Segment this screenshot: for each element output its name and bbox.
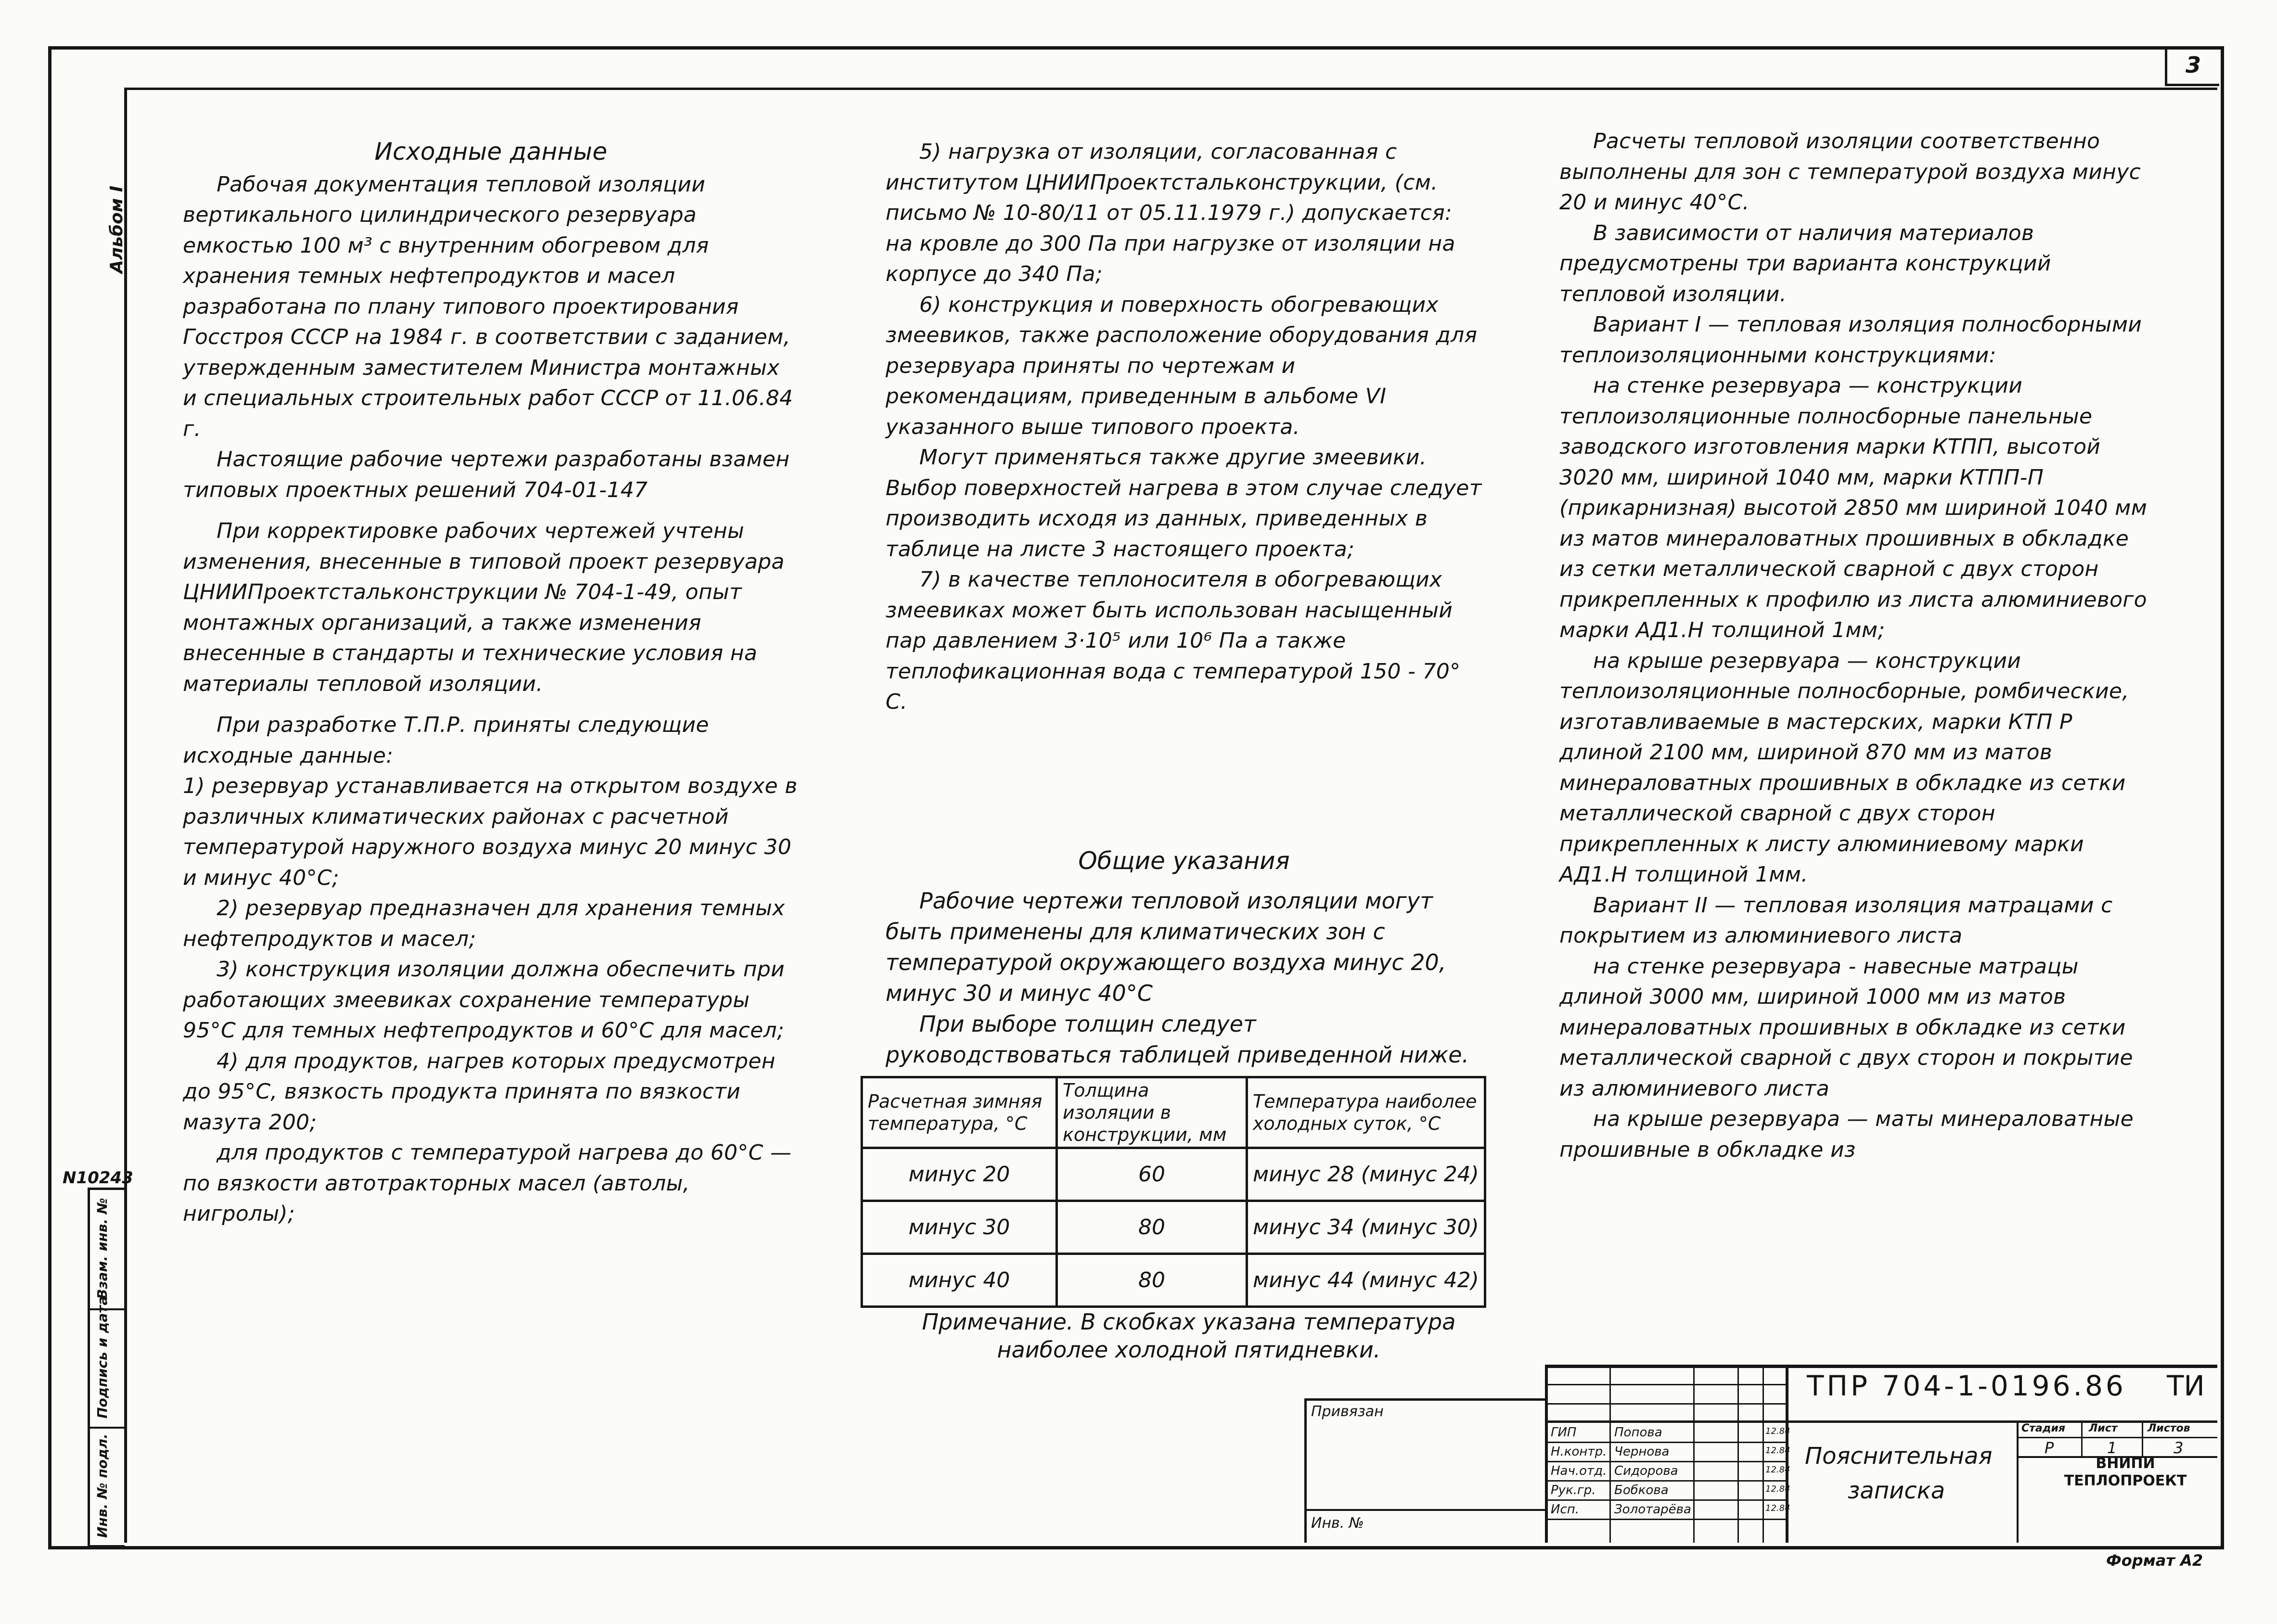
stage-header: Стадия (2021, 1422, 2066, 1434)
sheets-header: Листов (2148, 1422, 2190, 1434)
signer-role: Нач.отд. (1551, 1464, 1607, 1478)
inventory-number: N10243 (63, 1168, 133, 1188)
signer-date: 12.84 (1765, 1484, 1790, 1494)
paragraph: При разработке Т.П.Р. приняты следующие исходные данные: (183, 713, 709, 768)
paragraph: При выборе толщин следует руководствоваться таблицей приведенной ниже. (886, 1011, 1469, 1068)
table-cell: минус 30 (862, 1201, 1057, 1254)
table-header: Толщина изоляции в конструкции, мм (1057, 1077, 1247, 1148)
signer-date: 12.84 (1765, 1445, 1790, 1456)
signer-role: Исп. (1551, 1502, 1580, 1517)
list-item: 2) резервуар предназначен для хранения темных нефтепродуктов и масел; (183, 896, 785, 951)
paragraph: Настоящие рабочие чертежи разработаны взамен типовых проектных решений 704-01-147 (183, 447, 790, 502)
sheet-header: Лист (2089, 1422, 2118, 1434)
table-cell: минус 34 (минус 30) (1247, 1201, 1485, 1254)
table-header: Расчетная зимняя температура, °С (862, 1077, 1057, 1148)
paragraph: Вариант I — тепловая изоляция полносборными теплоизоляционными конструкциями: (1559, 312, 2142, 368)
table-header: Температура наиболее холодных суток, °С (1247, 1077, 1485, 1148)
paragraph: В зависимости от наличия материалов предусмотрены три варианта конструкций тепловой изоляции. (1559, 220, 2051, 307)
list-item: 5) нагрузка от изоляции, согласованная с институтом ЦНИИПроектстальконструкции, (см. письмо № 10-80/11 от 05.11.1979 г.) допускается: на кровле до 300 Па при нагрузке от изоляции на корпусе до 340 Па; (886, 140, 1455, 286)
table-cell: 60 (1057, 1148, 1247, 1201)
table-cell: 80 (1057, 1254, 1247, 1307)
general-notes (886, 885, 1482, 1070)
list-item: 4) для продуктов, нагрев которых предусмотрен до 95°С, вязкость продукта принята по вязкости мазута 200; (183, 1049, 776, 1135)
paragraph: Расчеты тепловой изоляции соответственно выполнены для зон с температурой воздуха минус 20 и минус 40°С. (1559, 129, 2141, 215)
table-cell: минус 20 (862, 1148, 1057, 1201)
album-label: Альбом I (107, 185, 127, 273)
signer-date: 12.84 (1765, 1503, 1790, 1513)
list-item: 6) конструкция и поверхность обогревающих змеевиков, также расположение оборудования для резервуара приняты по чертежам и рекомендациям, приведенным в альбоме VI указанного выше типового проекта. (886, 292, 1478, 439)
list-item: 3) конструкция изоляции должна обеспечить при работающих змеевиках сохранение температуры 95°С для темных нефтепродуктов и 60°С для масел; (183, 957, 785, 1043)
table-cell: минус 44 (минус 42) (1247, 1254, 1485, 1307)
organization: ВНИПИ ТЕПЛОПРОЕКТ (2064, 1455, 2187, 1489)
table-note: Примечание. В скобках указана температура наиболее холодной пятидневки. (922, 1309, 1456, 1363)
list-item: 7) в качестве теплоносителя в обогревающих змеевиках может быть использован насыщенный пар давлением 3·10⁵ или 10⁶ Па а также теплофикационная вода с температурой 150 - 70° С. (886, 567, 1461, 714)
paragraph: на крыше резервуара — маты минераловатные прошивные в обкладке из (1559, 1107, 2134, 1162)
paragraph: Могут применяться также другие змеевики. Выбор поверхностей нагрева в этом случае следует производить исходя из данных, приведенных в таблице на листе 3 настоящего проекта; (886, 445, 1482, 562)
signer-role: Рук.гр. (1551, 1483, 1596, 1497)
table-cell: минус 40 (862, 1254, 1057, 1307)
document-code: ТПР 704-1-0196.86 (1807, 1369, 2126, 1402)
signer-role: ГИП (1551, 1425, 1577, 1440)
paragraph: на стенке резервуара - навесные матрацы длиной 3000 мм, шириной 1000 мм из матов минераловатных прошивных в обкладке из сетки металлической сварной с двух сторон и покрытие из алюминиевого листа (1559, 954, 2133, 1101)
column-variants (1559, 126, 2156, 1165)
table-cell: 80 (1057, 1201, 1247, 1254)
format-label: Формат А2 (2106, 1551, 2203, 1570)
thickness-table (861, 1076, 1486, 1308)
paragraph: на стенке резервуара — конструкции теплоизоляционные полносборные панельные заводского изготовления марки КТПП, высотой 3020 мм, шириной 1040 мм, марки КТПП-П (прикарнизная) высотой 2850 мм шириной 1040 мм из матов минераловатных прошивных в обкладке из сетки металлической сварной с двух сторон прикрепленных к профилю из листа алюминиевого марки АД1.Н толщиной 1мм; (1559, 373, 2148, 642)
signer-date: 12.84 (1765, 1465, 1790, 1475)
signer-name: Попова (1614, 1425, 1662, 1440)
document-name: Пояснительная записка (1805, 1443, 1993, 1504)
signer-name: Бобкова (1614, 1483, 1669, 1497)
side-stamp-label: Инв. № подл. (94, 1433, 110, 1538)
signer-name: Чернова (1614, 1445, 1670, 1459)
table-row (862, 1201, 1485, 1254)
stage-value: Р (2045, 1439, 2054, 1457)
signer-name: Сидорова (1614, 1464, 1678, 1478)
signer-role: Н.контр. (1551, 1445, 1607, 1459)
document-type: ТИ (2167, 1369, 2205, 1402)
paragraph: Рабочие чертежи тепловой изоляции могут быть применены для климатических зон с температурой окружающего воздуха минус 20, минус 30 и минус 40°С (886, 888, 1446, 1006)
table-header-row (862, 1077, 1485, 1148)
list-item: 1) резервуар устанавливается на открытом воздухе в различных климатических районах с расчетной температурой наружного воздуха минус 20 минус 30 и минус 40°С; (183, 774, 798, 890)
side-stamp-label: Взам. инв. № (94, 1198, 110, 1299)
section-heading: Общие указания (1078, 847, 1290, 875)
paragraph: Вариант II — тепловая изоляция матрацами с покрытием из алюминиевого листа (1559, 893, 2113, 948)
sheet-value: 1 (2107, 1439, 2117, 1457)
table-row (862, 1148, 1485, 1201)
sheet-number: 3 (2165, 46, 2219, 86)
paragraph: на крыше резервуара — конструкции теплоизоляционные полносборные, ромбические, изготавливаемые в мастерских, марки КТП Р длиной 2100 мм, шириной 870 мм из матов минераловатных прошивных в обкладке из сетки металлической сварной с двух сторон прикрепленных к листу алюминиевому марки АД1.Н толщиной 1мм. (1559, 648, 2129, 887)
signer-name: Золотарёва (1614, 1502, 1691, 1517)
section-heading: Исходные данные (374, 138, 607, 166)
signer-date: 12.84 (1765, 1426, 1790, 1436)
side-stamp-label: Подпись и дата (94, 1296, 110, 1419)
frame-line (124, 88, 2217, 90)
bound-label: Привязан (1311, 1403, 1384, 1420)
inv-label: Инв. № (1311, 1515, 1364, 1532)
list-item: для продуктов с температурой нагрева до 60°С — по вязкости автотракторных масел (автолы, нигролы); (183, 1140, 792, 1226)
paragraph: При корректировке рабочих чертежей учтены изменения, внесенные в типовой проект резервуара ЦНИИПроектстальконструкции № 704-1-49, опыт монтажных организаций, а также изменения внесенные в стандарты и технические условия на материалы тепловой изоляции. (183, 519, 785, 696)
table-cell: минус 28 (минус 24) (1247, 1148, 1485, 1201)
paragraph: Рабочая документация тепловой изоляции вертикального цилиндрического резервуара емкостью 100 м³ с внутренним обогревом для хранения темных нефтепродуктов и масел разработана по плану типового проектирования Госстроя СССР на 1984 г. в соответствии с заданием, утвержденным заместителем Министра монтажных и специальных строительных работ СССР от 11.06.84 г. (183, 172, 793, 441)
column-continued (886, 137, 1482, 717)
column-initial-data (183, 137, 799, 1229)
sheets-value: 3 (2174, 1439, 2184, 1457)
table-row (862, 1254, 1485, 1307)
